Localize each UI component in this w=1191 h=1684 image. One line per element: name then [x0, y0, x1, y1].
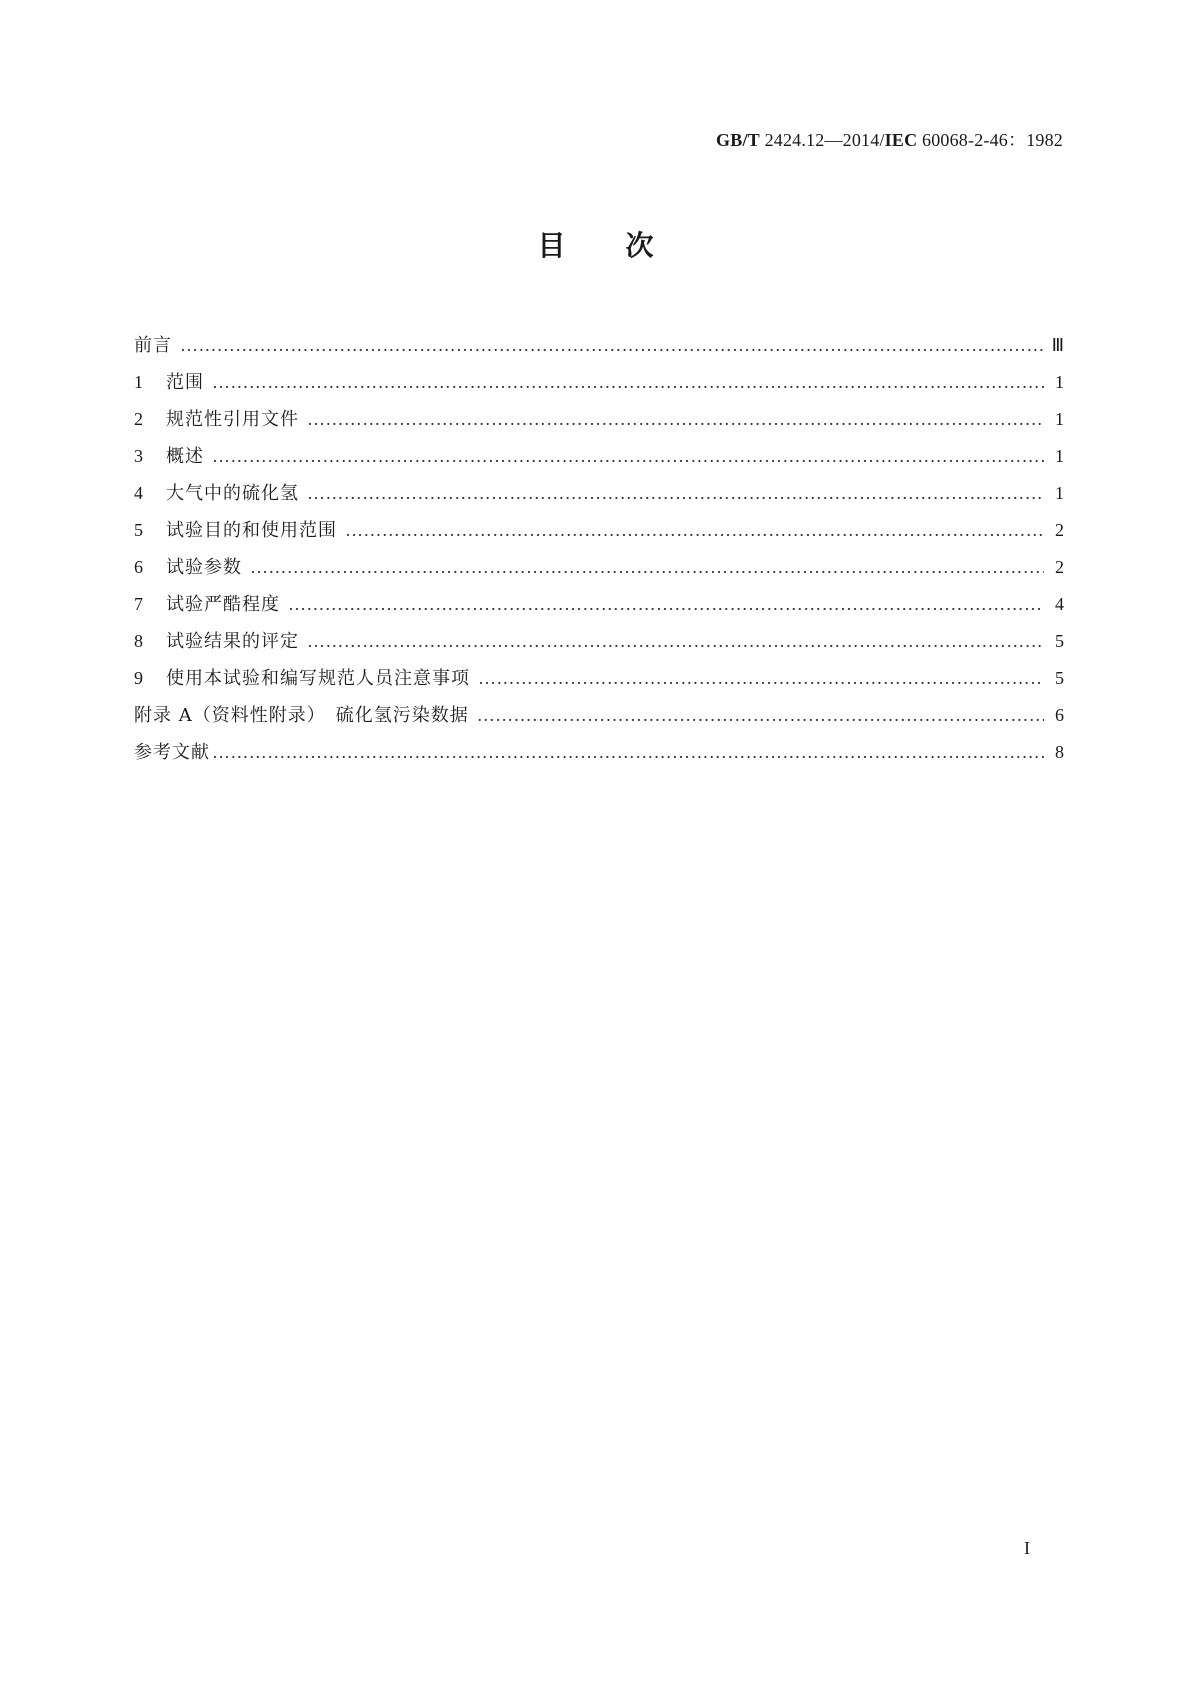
- toc-label: 大气中的硫化氢: [166, 483, 299, 504]
- toc-leader: [212, 734, 1044, 771]
- toc-section-number: 3: [134, 446, 143, 466]
- toc-section-number: 6: [134, 557, 143, 577]
- toc-entry-4[interactable]: [134, 475, 1064, 512]
- toc-page-number: 5: [1055, 668, 1064, 688]
- toc-label: 前言: [134, 335, 172, 356]
- toc-section-number: 4: [134, 483, 143, 503]
- toc-leader: [307, 401, 1044, 438]
- toc-section-number: 9: [134, 668, 143, 688]
- page-title: 目次: [537, 229, 714, 262]
- toc-page-number: Ⅲ: [1051, 335, 1064, 355]
- toc-page-number: 1: [1055, 483, 1064, 503]
- iec-prefix: IEC: [884, 130, 918, 150]
- toc-page-number: 8: [1055, 742, 1064, 762]
- toc-page-number: 1: [1055, 446, 1064, 466]
- table-of-contents: [134, 327, 1064, 771]
- toc-page-number: 5: [1055, 631, 1064, 651]
- toc-entry-9[interactable]: [134, 660, 1064, 697]
- toc-label: 范围: [166, 372, 204, 393]
- toc-entry-2[interactable]: [134, 401, 1064, 438]
- toc-section-number: 8: [134, 631, 143, 651]
- toc-page-number: 4: [1055, 594, 1064, 614]
- toc-entry-6[interactable]: [134, 549, 1064, 586]
- toc-section-number: 1: [134, 372, 143, 392]
- toc-page-number: 1: [1055, 372, 1064, 392]
- toc-label: 试验严酷程度: [166, 594, 280, 615]
- toc-entry-7[interactable]: [134, 586, 1064, 623]
- toc-leader: [250, 549, 1044, 586]
- toc-leader: [477, 697, 1044, 734]
- toc-leader: [345, 512, 1044, 549]
- toc-leader: [307, 623, 1044, 660]
- toc-label: 规范性引用文件: [166, 409, 299, 430]
- toc-page-number: 2: [1055, 557, 1064, 577]
- standard-prefix: GB/T: [716, 130, 760, 150]
- toc-entry-annex-a[interactable]: [134, 697, 1064, 734]
- toc-entry-bibliography[interactable]: [134, 734, 1064, 771]
- toc-leader: [212, 438, 1044, 475]
- page-number: I: [1024, 1538, 1030, 1558]
- toc-leader: [180, 327, 1044, 364]
- toc-label: 概述: [166, 446, 204, 467]
- toc-leader: [212, 364, 1044, 401]
- toc-leader: [307, 475, 1044, 512]
- toc-entry-3[interactable]: [134, 438, 1064, 475]
- toc-entry-8[interactable]: [134, 623, 1064, 660]
- toc-leader: [288, 586, 1044, 623]
- toc-label: 试验目的和使用范围: [166, 520, 337, 541]
- toc-entry-5[interactable]: [134, 512, 1064, 549]
- iec-number: 60068-2-46：1982: [922, 130, 1063, 150]
- toc-label: 试验参数: [166, 557, 242, 578]
- toc-label: 附录 A（资料性附录） 硫化氢污染数据: [134, 705, 469, 726]
- toc-entry-foreword[interactable]: [134, 327, 1064, 364]
- toc-section-number: 5: [134, 520, 143, 540]
- toc-label: 参考文献: [134, 742, 210, 763]
- toc-label: 试验结果的评定: [166, 631, 299, 652]
- toc-leader: [478, 660, 1044, 697]
- standard-number: 2424.12—2014/: [764, 130, 885, 150]
- toc-entry-1[interactable]: [134, 364, 1064, 401]
- toc-section-number: 2: [134, 409, 143, 429]
- toc-page-number: 2: [1055, 520, 1064, 540]
- toc-page-number: 1: [1055, 409, 1064, 429]
- toc-label: 使用本试验和编写规范人员注意事项: [166, 668, 470, 689]
- toc-section-number: 7: [134, 594, 143, 614]
- toc-page-number: 6: [1055, 705, 1064, 725]
- standard-code: [716, 126, 1063, 152]
